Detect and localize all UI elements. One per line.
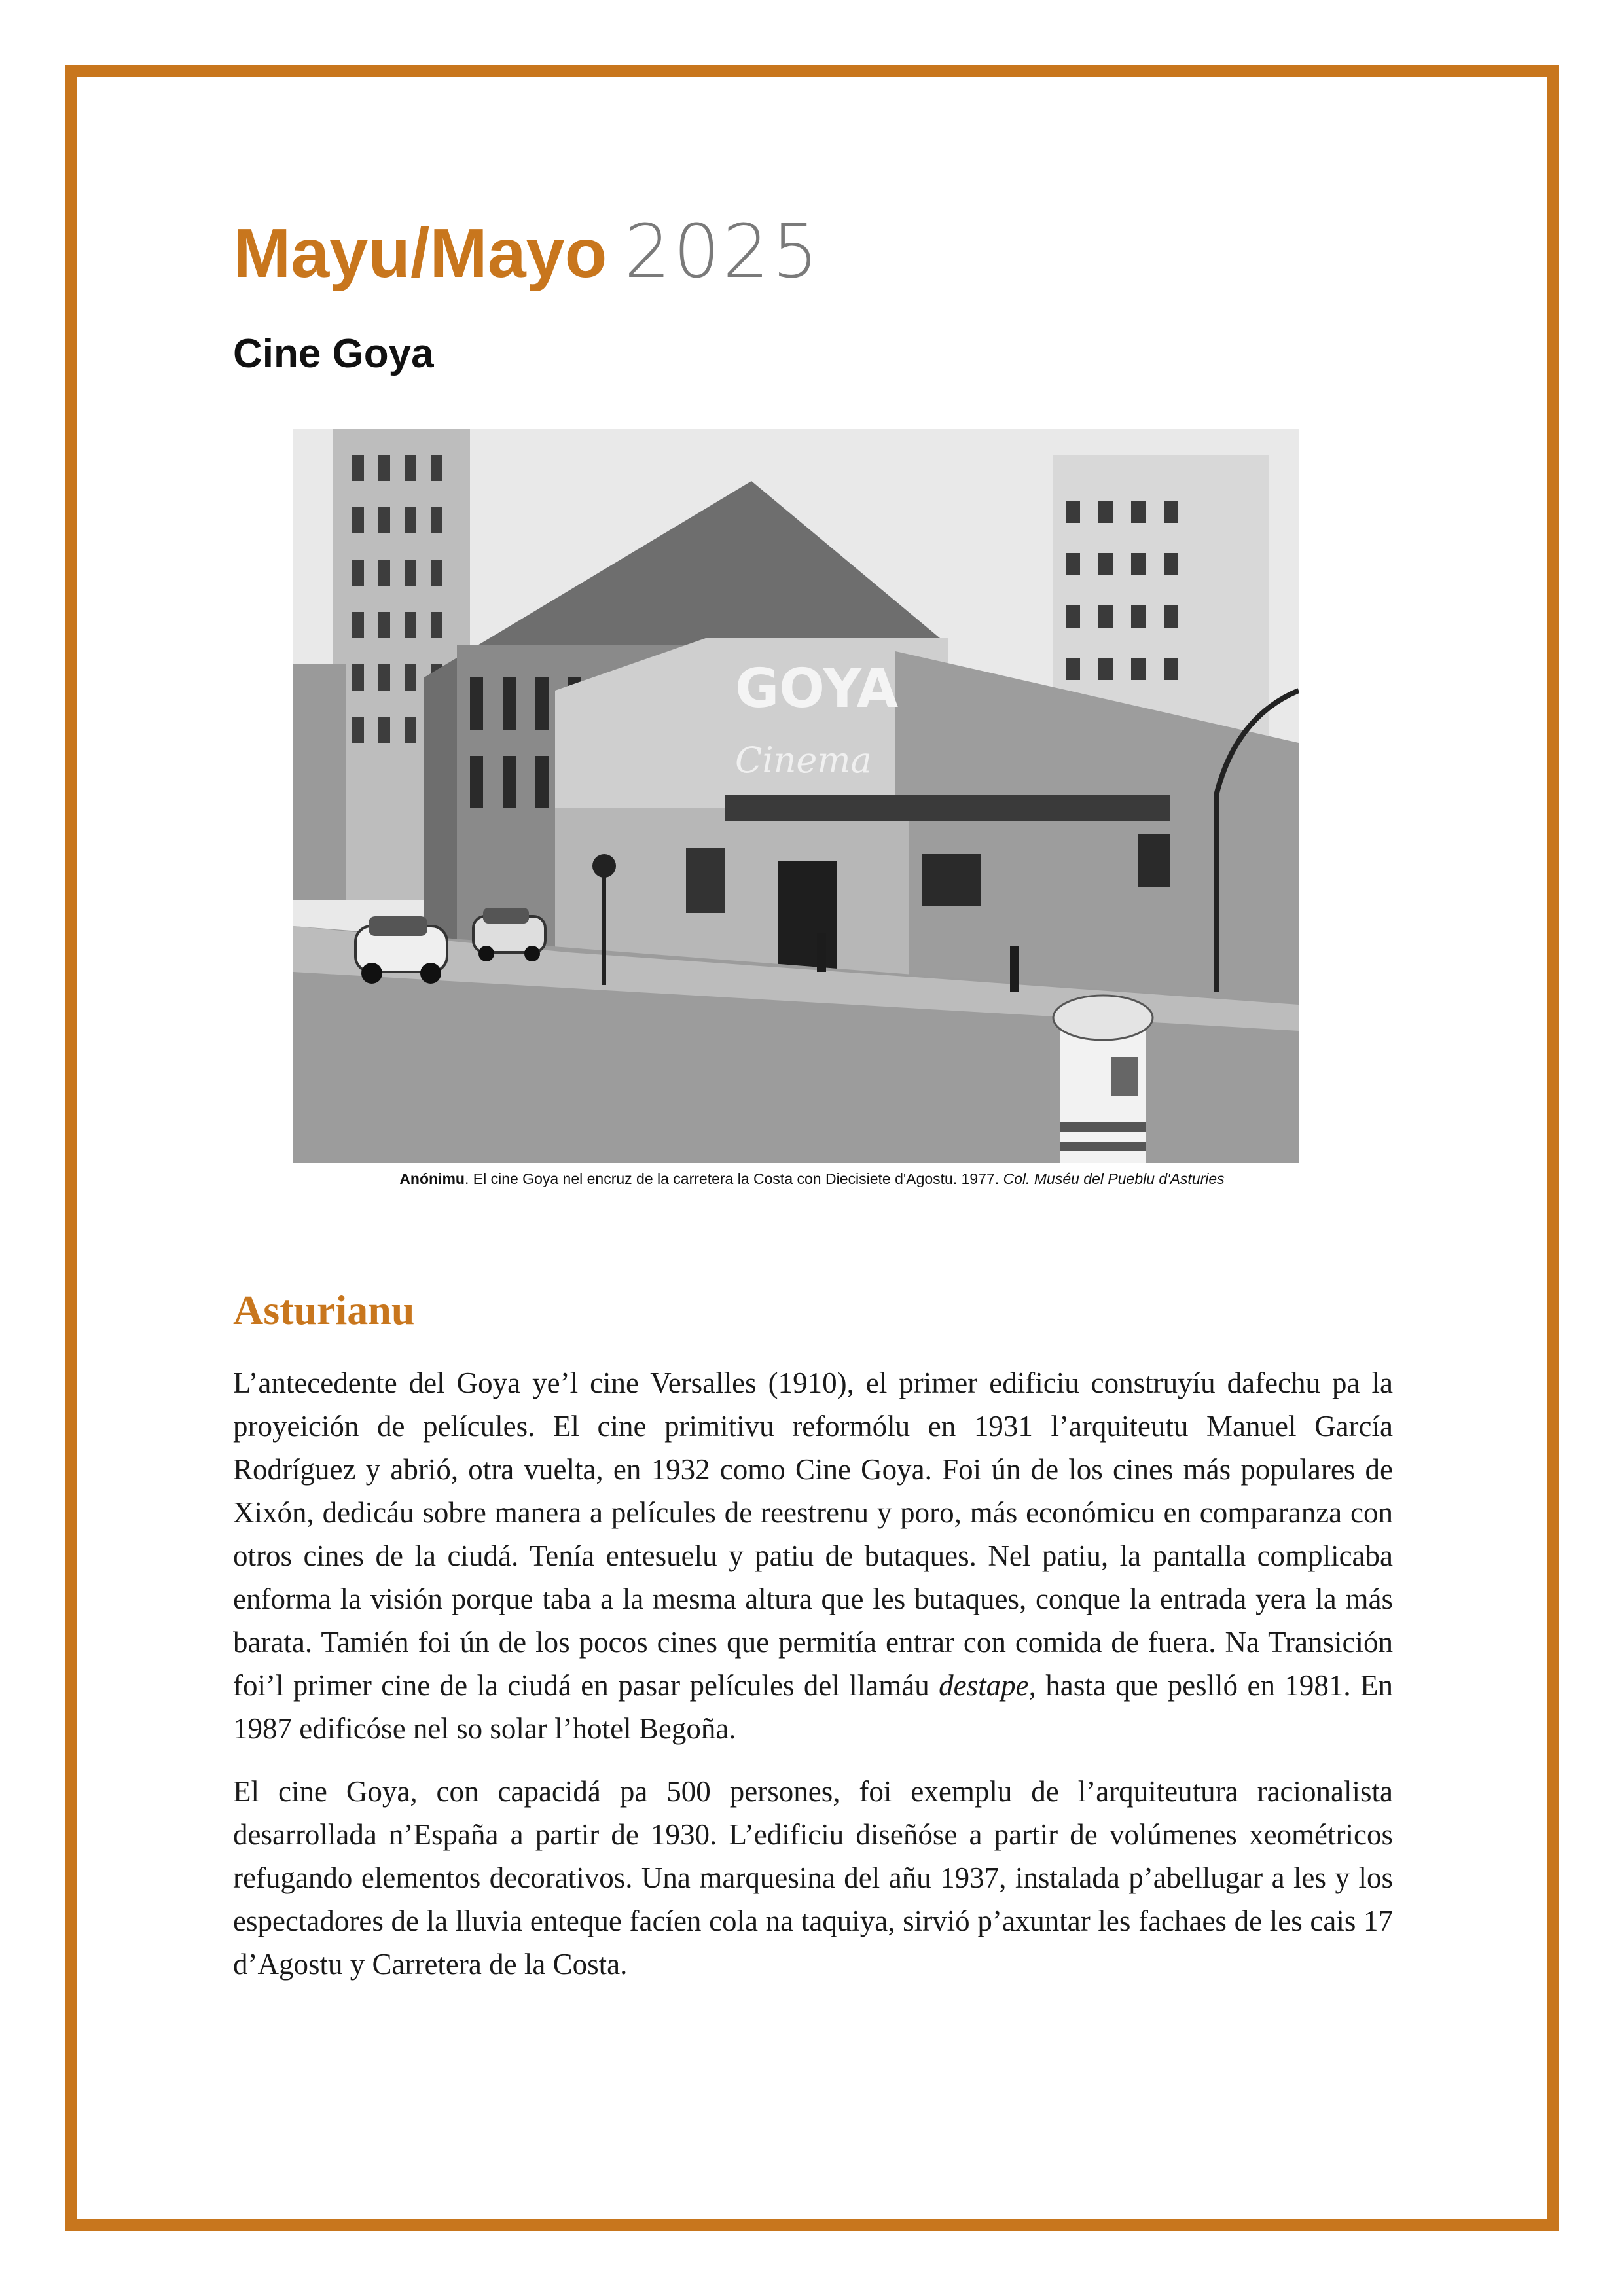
title-year: 2025 [624,209,821,295]
caption-collection: Col. Muséu del Pueblu d'Asturies [1003,1170,1225,1187]
paragraph-1-emphasis: destape, [939,1669,1036,1702]
cinema-sign-script: Cinema [735,740,872,781]
car-right [473,908,545,961]
paragraph-1 [233,1361,1393,1750]
cinema-sign-goya: GOYA [735,658,899,720]
photo-caption [0,1170,1624,1188]
cinema-photo [293,429,1299,1163]
paragraph-1-part-b: hasta que peslló en 1981. En 1987 edificóse nel so solar l’hotel Begoña. [233,1669,1394,1745]
caption-author: Anónimu [399,1170,465,1187]
paragraph-1-part-a: L’antecedente del Goya ye’l cine Versalles (1910), el primer edificiu construyíu dafechu pa la proyeición de películes. El cine primitivu reformólu en 1931 l’arquiteutu Manuel García Rodríguez y abrió, otra vuelta, en 1932 como Cine Goya. Foi ún de los cines más populares de Xixón, dedicáu sobre manera a películes de reestrenu y poro, más económicu en comparanza con otros cines de la ciudá. Tenía entesuelu y patiu de butaques. Nel patiu, la pantalla complicaba enforma la visión porque taba a la mesma altura que les butaques, conque la entrada yera la más barata. Tamién foi ún de los pocos cines que permitía entrar con comida de fuera. Na Transición foi’l primer cine de la ciudá en pasar películes del llamáu [233,1367,1393,1702]
section-heading: Asturianu [233,1287,415,1333]
body-text [233,1361,1393,2005]
page-subtitle: Cine Goya [233,331,434,376]
paragraph-2: El cine Goya, con capacidá pa 500 persones, foi exemplu de l’arquiteutura racionalista desarrollada n’España a partir de 1930. L’edificiu diseñóse a partir de volúmenes xeométricos refugando elementos decorativos. Una marquesina del añu 1937, instalada p’abellugar a les y los espectadores de la lluvia enteque facíen cola na taquiya, sirvió p’axuntar les fachaes de les cais 17 d’Agostu y Carretera de la Costa. [233,1775,1393,1981]
page-title [233,209,821,295]
post-box [1053,996,1153,1163]
title-month: Mayu/Mayo [233,215,607,292]
caption-text: . El cine Goya nel encruz de la carretera la Costa con Diecisiete d'Agostu. 1977. [464,1170,1000,1187]
